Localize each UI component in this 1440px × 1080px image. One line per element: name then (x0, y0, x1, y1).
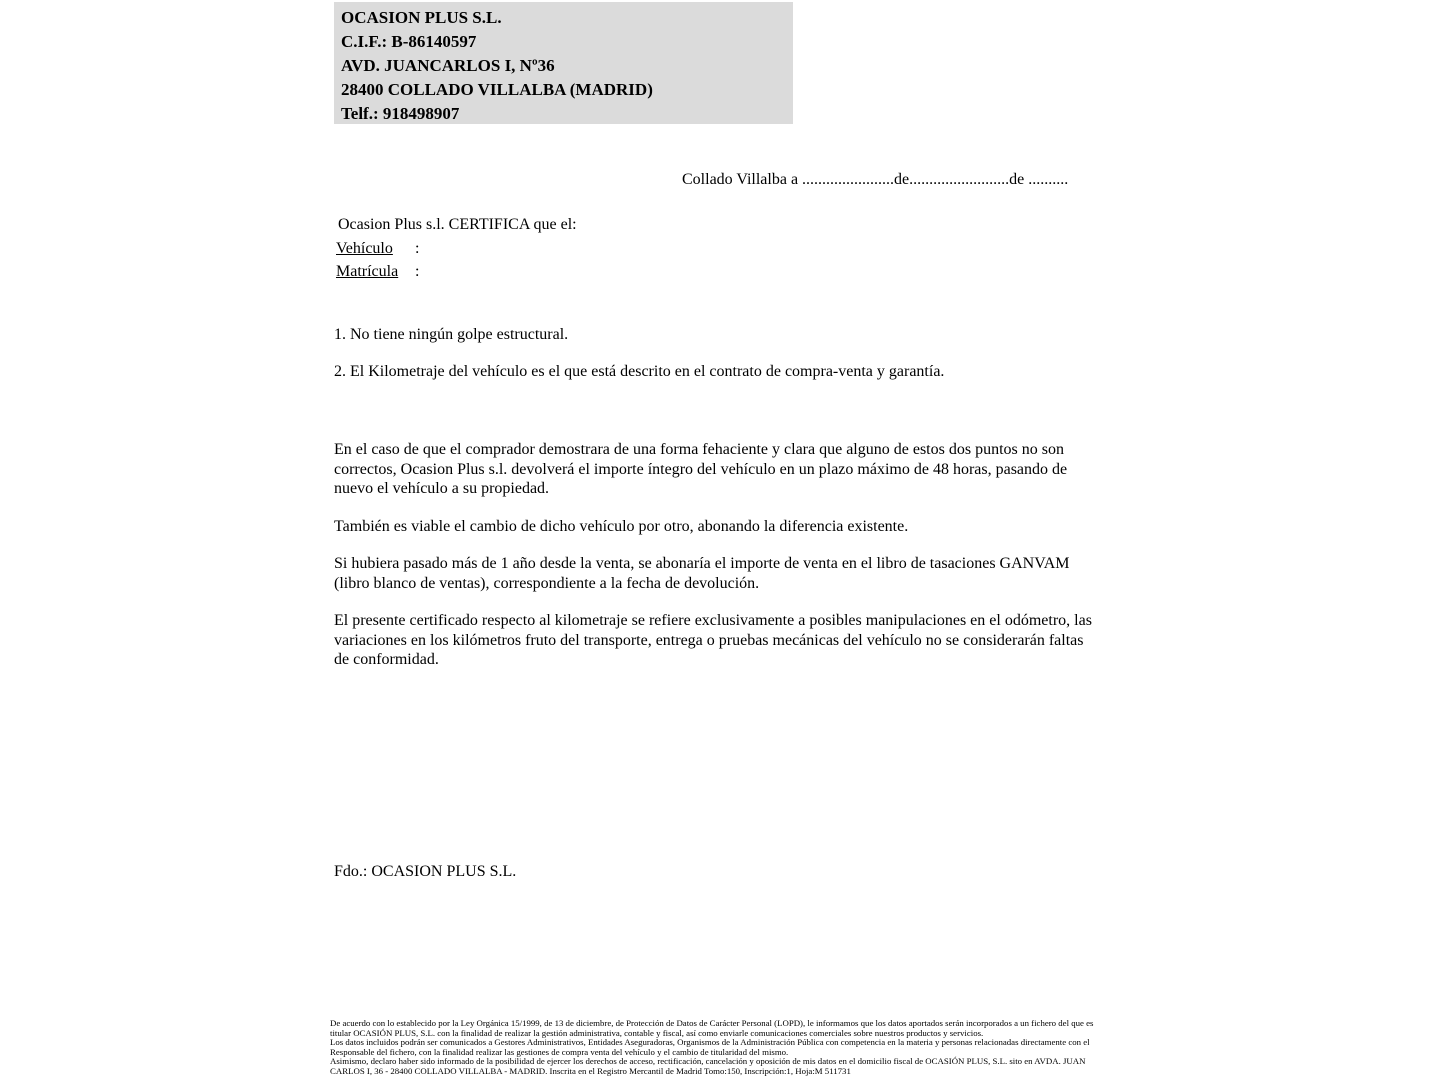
plate-field (336, 263, 419, 281)
plate-colon: : (415, 263, 420, 280)
certificate-point-2: 2. El Kilometraje del vehículo es el que está descrito en el contrato de compra-venta y garantía. (334, 363, 945, 380)
company-address: AVD. JUANCARLOS I, Nº36 (341, 56, 555, 75)
certificate-point-1: 1. No tiene ningún golpe estructural. (334, 326, 569, 343)
company-header (334, 2, 793, 124)
company-city: 28400 COLLADO VILLALBA (MADRID) (341, 80, 653, 99)
body-paragraph-exchange: También es viable el cambio de dicho vehículo por otro, abonando la diferencia existente. (334, 517, 909, 535)
company-phone: Telf.: 918498907 (341, 104, 460, 123)
plate-label: Matrícula (336, 263, 399, 280)
signature-line: Fdo.: OCASION PLUS S.L. (334, 863, 517, 880)
company-name: OCASION PLUS S.L. (341, 8, 502, 27)
legal-footer (330, 1019, 1105, 1077)
legal-paragraph-data-sharing: Los datos incluidos podrán ser comunicados a Gestores Administrativos, Entidades Aseguradoras, Organismos de la Administración Pública con competencia en la materia y personas relacionadas directamente con el Responsable del fichero, con la finalidad realizar las gestiones de compra venta del vehículo y el cambio de titularidad del mismo. (330, 1037, 1090, 1057)
vehicle-label: Vehículo (336, 240, 393, 257)
vehicle-colon: : (415, 240, 420, 257)
certifies-line: Ocasion Plus s.l. CERTIFICA que el: (338, 216, 577, 233)
legal-paragraph-lopd: De acuerdo con lo establecido por la Ley Orgánica 15/1999, de 13 de diciembre, de Protección de Datos de Carácter Personal (LOPD), le informamos que los datos aportados serán incorporados a un fichero del que es titular OCASIÓN PLUS, S.L. con la finalidad de realizar la gestión administrativa, contable y fiscal, así como enviarle comunicaciones comerciales sobre nuestros productos y servicios. (330, 1018, 1094, 1038)
body-paragraph-refund: En el caso de que el comprador demostrara de una forma fehaciente y clara que alguno de estos dos puntos no son correctos, Ocasion Plus s.l. devolverá el importe íntegro del vehículo en un plazo máximo de 48 horas, pasando de nuevo el vehículo a su propiedad. (334, 441, 1068, 497)
body-paragraph-odometer: El presente certificado respecto al kilometraje se refiere exclusivamente a posibles manipulaciones en el odómetro, las variaciones en los kilómetros fruto del transporte, entrega o pruebas mecánicas del vehículo no se considerarán faltas de conformidad. (334, 612, 1092, 668)
company-cif: C.I.F.: B-86140597 (341, 32, 477, 51)
body-paragraphs (334, 440, 1094, 688)
legal-paragraph-rights: Asimismo, declaro haber sido informado de la posibilidad de ejercer los derechos de acceso, rectificación, cancelación y oposición de mis datos en el domicilio fiscal de OCASIÓN PLUS, S.L. sito en AVDA. JUAN CARLOS I, 36 - 28400 COLLADO VILLALBA - MADRID. Inscrita en el Registro Mercantil de Madrid Tomo:150, Inscripción:1, Hoja:M 511731 (330, 1056, 1086, 1076)
date-line: Collado Villalba a .......................de.........................de .......... (682, 171, 1069, 188)
body-paragraph-ganvam: Si hubiera pasado más de 1 año desde la venta, se abonaría el importe de venta en el libro de tasaciones GANVAM (libro blanco de ventas), correspondiente a la fecha de devolución. (334, 555, 1070, 592)
vehicle-field (336, 240, 419, 258)
